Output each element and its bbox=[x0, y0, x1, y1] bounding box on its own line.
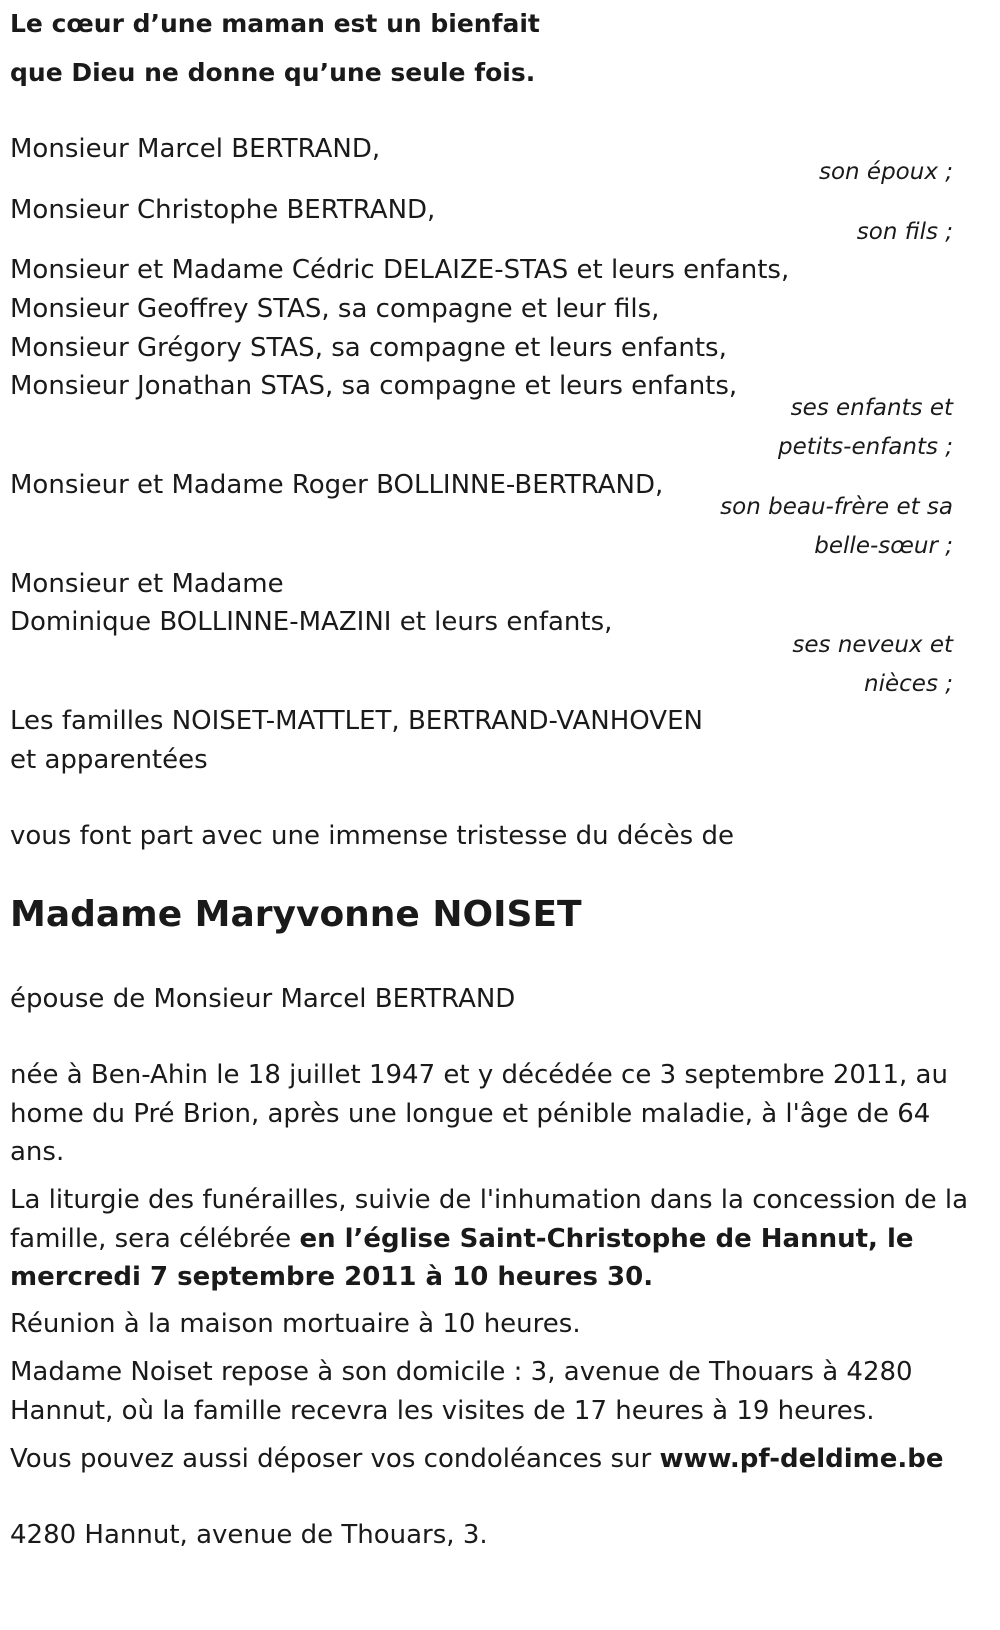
families-line-1: Les familles NOISET-MATTLET, BERTRAND-VANHOVEN bbox=[10, 706, 703, 736]
rest-line-1: Madame Noiset repose à son domicile : 3, avenue de Thouars à 4280 bbox=[10, 1357, 913, 1387]
funeral-line-2 bbox=[10, 1219, 914, 1259]
nephews-name-1: Monsieur et Madame bbox=[10, 569, 284, 599]
spouse-relation: son époux ; bbox=[818, 159, 953, 185]
condolences-website-link[interactable]: www.pf-deldime.be bbox=[659, 1444, 944, 1474]
spouse-of-text: épouse de Monsieur Marcel BERTRAND bbox=[10, 984, 516, 1014]
spouse-name: Monsieur Marcel BERTRAND, bbox=[10, 134, 381, 164]
children-relation-2: petits-enfants ; bbox=[777, 434, 953, 460]
child-name-2: Monsieur Geoffrey STAS, sa compagne et leur fils, bbox=[10, 294, 660, 324]
children-relation-1: ses enfants et bbox=[790, 395, 953, 421]
funeral-line-2-plain: famille, sera célébrée bbox=[10, 1224, 300, 1254]
child-name-1: Monsieur et Madame Cédric DELAIZE-STAS et leurs enfants, bbox=[10, 255, 790, 285]
funeral-line-1: La liturgie des funérailles, suivie de l'inhumation dans la concession de la bbox=[10, 1185, 969, 1215]
funeral-date: mercredi 7 septembre 2011 à 10 heures 30. bbox=[10, 1262, 654, 1292]
epigraph-line-1: Le cœur d’une maman est un bienfait bbox=[10, 9, 540, 38]
child-name-4: Monsieur Jonathan STAS, sa compagne et leurs enfants, bbox=[10, 371, 738, 401]
epigraph-line-2: que Dieu ne donne qu’une seule fois. bbox=[10, 58, 536, 87]
son-name: Monsieur Christophe BERTRAND, bbox=[10, 195, 436, 225]
families-line-2: et apparentées bbox=[10, 745, 208, 775]
nephews-relation-1: ses neveux et bbox=[792, 632, 953, 658]
child-name-3: Monsieur Grégory STAS, sa compagne et leurs enfants, bbox=[10, 333, 727, 363]
funeral-location: en l’église Saint-Christophe de Hannut, le bbox=[299, 1224, 914, 1254]
birth-death-line-2: home du Pré Brion, après une longue et pénible maladie, à l'âge de 64 bbox=[10, 1099, 931, 1129]
in-laws-relation-1: son beau-frère et sa bbox=[720, 494, 953, 520]
nephews-name-2: Dominique BOLLINNE-MAZINI et leurs enfants, bbox=[10, 607, 613, 637]
rest-line-2: Hannut, où la famille recevra les visites de 17 heures à 19 heures. bbox=[10, 1396, 875, 1426]
nephews-relation-2: nièces ; bbox=[864, 671, 953, 697]
birth-death-line-3: ans. bbox=[10, 1137, 65, 1167]
in-laws-relation-2: belle-sœur ; bbox=[814, 533, 953, 559]
address-text: 4280 Hannut, avenue de Thouars, 3. bbox=[10, 1520, 488, 1550]
son-relation: son fils ; bbox=[856, 219, 953, 245]
announcement-text: vous font part avec une immense tristesse du décès de bbox=[10, 821, 734, 851]
in-laws-name: Monsieur et Madame Roger BOLLINNE-BERTRAND, bbox=[10, 470, 664, 500]
deceased-name: Madame Maryvonne NOISET bbox=[10, 894, 582, 935]
condolences-text: Vous pouvez aussi déposer vos condoléances sur bbox=[10, 1444, 660, 1474]
meeting-text: Réunion à la maison mortuaire à 10 heures. bbox=[10, 1309, 581, 1339]
condolences-line bbox=[10, 1439, 944, 1479]
birth-death-line-1: née à Ben-Ahin le 18 juillet 1947 et y décédée ce 3 septembre 2011, au bbox=[10, 1060, 948, 1090]
